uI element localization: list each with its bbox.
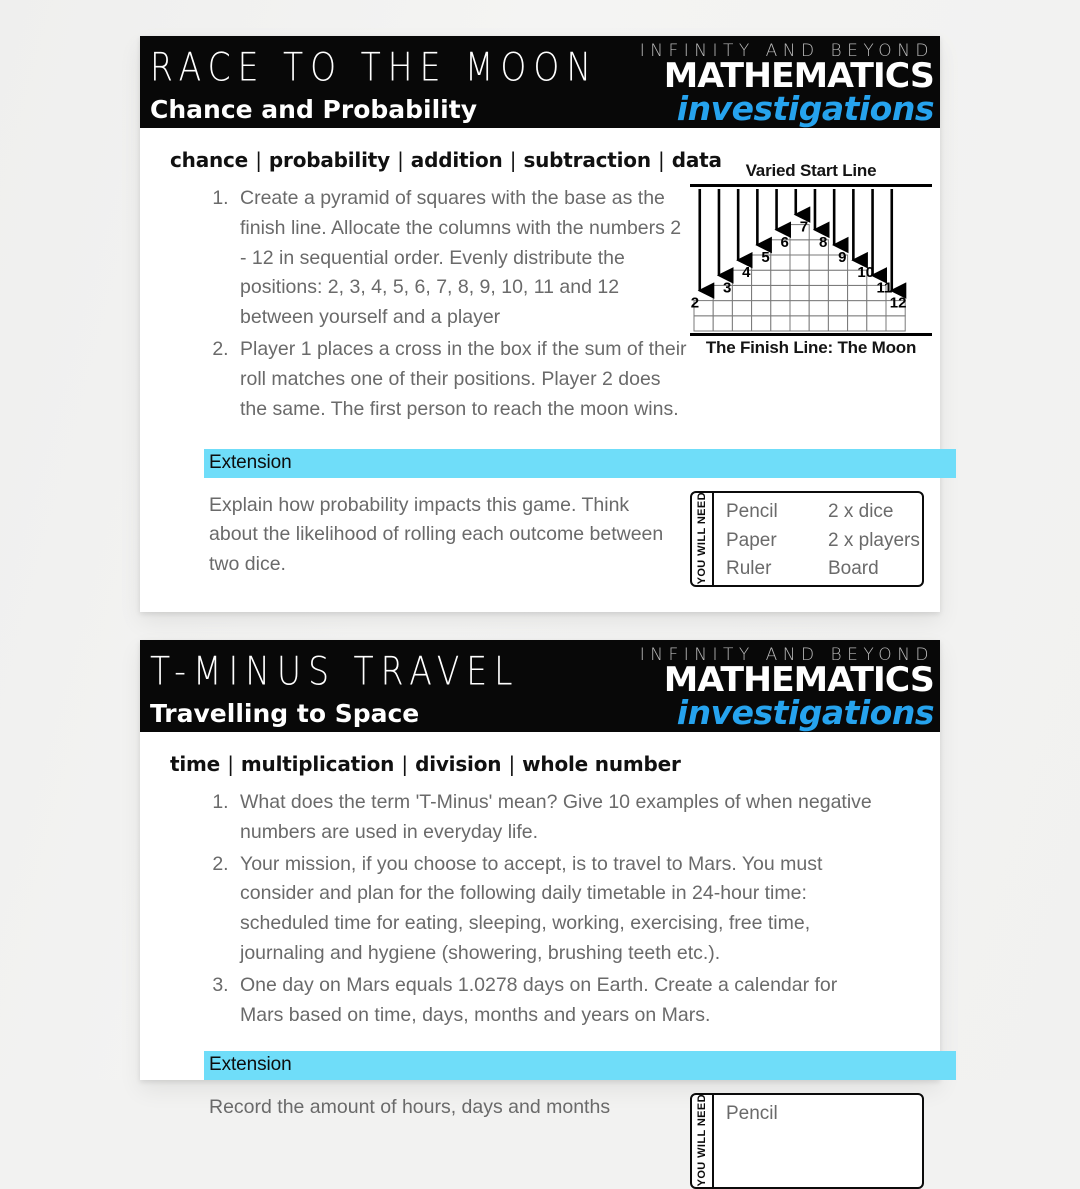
pyramid-column-number: 7	[799, 218, 809, 236]
pyramid-cell	[752, 315, 771, 330]
extension-row	[204, 478, 924, 587]
pyramid-cell	[771, 285, 790, 300]
brand-subname: investigations	[676, 88, 934, 128]
card-title: T-MINUS TRAVEL	[150, 647, 520, 694]
pyramid-cell	[886, 315, 905, 330]
pyramid-cell	[790, 285, 809, 300]
extension-header: Extension	[204, 1051, 956, 1080]
brand-logo	[640, 640, 940, 732]
material-item: 2 x dice	[828, 500, 894, 522]
pyramid-column-number: 6	[780, 233, 789, 251]
pyramid-cell	[790, 270, 809, 285]
tag-separator: |	[503, 148, 523, 172]
worksheet-card-t-minus-travel	[140, 640, 940, 1187]
task-list	[234, 184, 689, 425]
pyramid-cell	[790, 255, 809, 270]
pyramid-cell	[809, 270, 828, 285]
materials-label-text: YOU WILL NEED	[696, 492, 708, 585]
material-item: Paper	[726, 529, 777, 551]
topic-tags	[156, 732, 924, 782]
topic-tag: whole number	[522, 752, 681, 776]
pyramid-cell	[828, 270, 847, 285]
pyramid-cell	[790, 300, 809, 315]
card-banner	[140, 640, 940, 732]
pyramid-cell	[790, 239, 809, 254]
material-item: Board	[828, 558, 879, 580]
pyramid-cell	[848, 285, 867, 300]
card-banner	[140, 36, 940, 128]
materials-label	[692, 1095, 714, 1187]
task-item: 1. What does the term 'T-Minus' mean? Give 10 examples of when negative numbers are used in everyday life.	[234, 788, 879, 848]
pyramid-cell	[752, 300, 771, 315]
card-body	[140, 732, 940, 1189]
card-subtitle: Travelling to Space	[150, 698, 420, 728]
pyramid-cell	[732, 285, 751, 300]
pyramid-cell	[848, 315, 867, 330]
card-body	[140, 128, 940, 587]
extension-text: Record the amount of hours, days and months	[209, 1095, 611, 1118]
brand-logo	[640, 36, 940, 128]
brand-name: MATHEMATICS	[663, 659, 934, 700]
pyramid-diagram	[686, 162, 936, 357]
material-item: Pencil	[726, 1102, 778, 1124]
card-subtitle: Chance and Probability	[150, 94, 478, 124]
tag-separator: |	[221, 752, 240, 776]
topic-tag: chance	[170, 148, 249, 172]
pyramid-cell	[771, 270, 790, 285]
task-item: 2. Your mission, if you choose to accept, is to travel to Mars. You must consider and plan for the following daily timetable in 24-hour time: scheduled time for eating, sleeping, working, exercising, free time, journaling and hygiene (showering, brushing teeth etc.).	[234, 850, 879, 969]
extension-header: Extension	[204, 449, 956, 478]
extension-row	[204, 1080, 924, 1189]
pyramid-cell	[713, 300, 732, 315]
tag-separator: |	[249, 148, 268, 172]
topic-tag: multiplication	[240, 752, 395, 776]
materials-column-left	[726, 1100, 818, 1187]
pyramid-cell	[771, 255, 790, 270]
pyramid-cell	[809, 285, 828, 300]
materials-label-text: YOU WILL NEED	[696, 1094, 708, 1187]
pyramid-cell	[867, 300, 886, 315]
brand-name: MATHEMATICS	[663, 55, 934, 96]
task-item: 2. Player 1 places a cross in the box if the sum of their roll matches one of their positions. Player 2 does the same. The first person to reach the moon wins.	[234, 335, 689, 424]
topic-tag: addition	[410, 148, 503, 172]
card-title: RACE TO THE MOON	[150, 43, 599, 90]
task-item: 3. One day on Mars equals 1.0278 days on Earth. Create a calendar for Mars based on time, days, months and years on Mars.	[234, 971, 879, 1031]
worksheet-card-race-to-the-moon	[140, 36, 940, 612]
extension-text: Explain how probability impacts this game. Think about the likelihood of rolling each outcome between two dice.	[209, 493, 664, 575]
pyramid-cell	[828, 315, 847, 330]
materials-column-right	[828, 1100, 922, 1187]
material-item: 2 x players	[828, 529, 920, 551]
diagram-top-label: Varied Start Line	[745, 161, 877, 180]
pyramid-cell	[732, 300, 751, 315]
brand-tagline: INFINITY AND BEYOND	[639, 645, 934, 665]
banner-title-group	[140, 36, 640, 128]
banner-title-group	[140, 640, 640, 732]
task-list	[234, 788, 879, 1031]
pyramid-column-number: 2	[690, 294, 700, 312]
materials-columns	[714, 1095, 922, 1187]
pyramid-cell	[809, 300, 828, 315]
materials-box	[690, 491, 924, 587]
pyramid-column-number: 4	[742, 263, 751, 281]
material-item: Ruler	[726, 558, 772, 580]
pyramid-cell	[771, 300, 790, 315]
pyramid-column-number: 10	[857, 263, 875, 281]
task-item: 1. Create a pyramid of squares with the base as the finish line. Allocate the columns with the numbers 2 - 12 in sequential order. Evenly distribute the positions: 2, 3, 4, 5, 6, 7, 8, 9, 10, 11 and 12 between yourself and a player	[234, 184, 689, 333]
topic-tag: data	[671, 148, 722, 172]
pyramid-cell	[790, 315, 809, 330]
materials-column-right	[828, 498, 922, 585]
materials-box	[690, 1093, 924, 1189]
tag-separator: |	[651, 148, 671, 172]
pyramid-cell	[732, 315, 751, 330]
topic-tag: subtraction	[523, 148, 651, 172]
pyramid-cell	[809, 315, 828, 330]
pyramid-column-number: 11	[876, 279, 893, 297]
materials-label	[692, 493, 714, 585]
pyramid-cell	[694, 315, 713, 330]
brand-tagline: INFINITY AND BEYOND	[639, 41, 934, 61]
diagram-bottom-label: The Finish Line: The Moon	[705, 337, 917, 357]
pyramid-cell	[752, 270, 771, 285]
pyramid-cell	[867, 315, 886, 330]
pyramid-cell	[848, 300, 867, 315]
tag-separator: |	[395, 752, 415, 776]
pyramid-column-number: 9	[838, 248, 847, 266]
pyramid-cell	[809, 255, 828, 270]
materials-column-left	[726, 498, 818, 585]
pyramid-cell	[828, 285, 847, 300]
materials-columns	[714, 493, 922, 585]
pyramid-column-number: 5	[761, 248, 770, 266]
tag-separator: |	[502, 752, 522, 776]
brand-subname: investigations	[676, 692, 934, 732]
pyramid-column-number: 8	[818, 233, 828, 251]
tag-separator: |	[390, 148, 410, 172]
pyramid-cell	[713, 315, 732, 330]
pyramid-column-number: 12	[889, 294, 907, 312]
pyramid-grid-svg	[689, 187, 933, 333]
pyramid-cell	[752, 285, 771, 300]
pyramid-cell	[771, 315, 790, 330]
topic-tag: time	[170, 752, 221, 776]
pyramid-column-number: 3	[722, 279, 732, 297]
topic-tag: probability	[268, 148, 390, 172]
pyramid-cell	[828, 300, 847, 315]
finish-line-rule	[690, 333, 932, 336]
topic-tag: division	[415, 752, 502, 776]
material-item: Pencil	[726, 500, 778, 522]
